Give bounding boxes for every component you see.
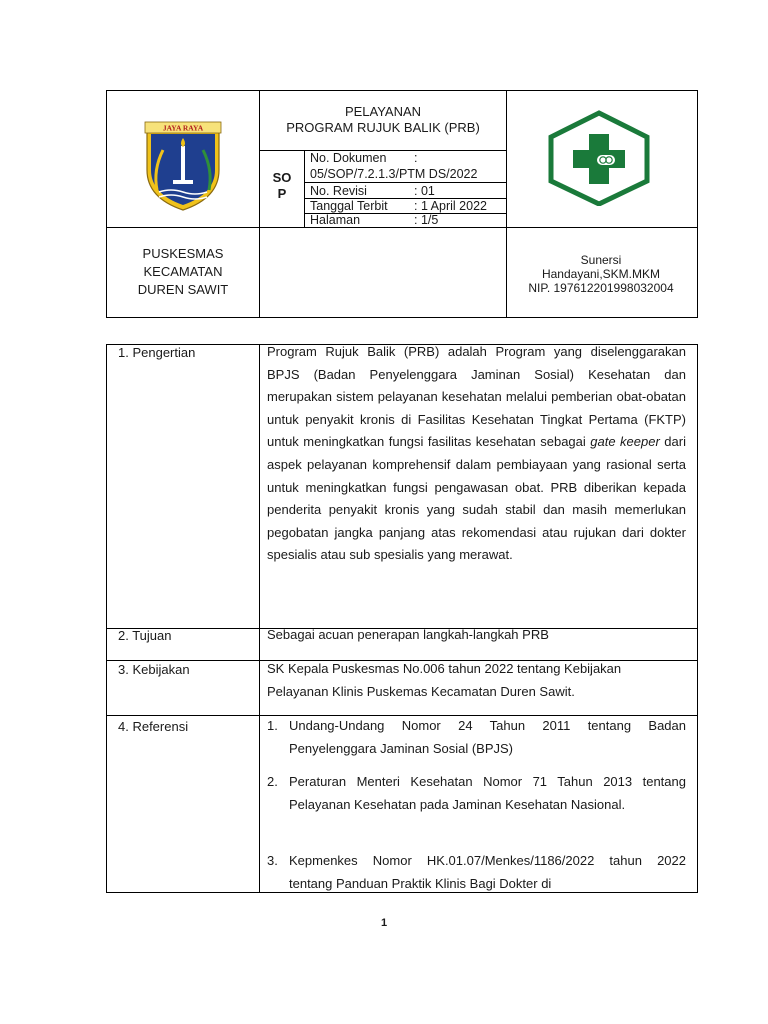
signatory [508, 253, 694, 295]
reference-item [267, 771, 686, 816]
tanggal-value: : 1 April 2022 [414, 199, 487, 213]
reference-text: Peraturan Menteri Kesehatan Nomor 71 Tahun 2013 tentang Pelayanan Kesehatan pada Jaminan Kesehatan Nasional. [289, 774, 686, 812]
title-line-1: PELAYANAN [344, 104, 422, 119]
document-title [260, 104, 506, 136]
org-line-1: PUSKESMAS [142, 246, 224, 261]
section-label-tujuan: 2. Tujuan [118, 628, 172, 643]
svg-text:JAYA RAYA: JAYA RAYA [162, 123, 204, 133]
section-label-pengertian: 1. Pengertian [118, 345, 196, 360]
org-line-3: DUREN SAWIT [137, 282, 229, 297]
section-label-kebijakan: 3. Kebijakan [118, 662, 190, 677]
doc-no-value: 05/SOP/7.2.1.3/PTM DS/2022 [310, 167, 478, 181]
revisi-value: : 01 [414, 184, 435, 198]
jaya-raya-logo [137, 120, 229, 212]
pengertian-text-b: dari aspek pelayanan komprehensif dalam pembiayaan yang rasional serta untuk meningkatkan fungsi pengawasan obat. PRB diberikan kepada penderita penyakit kronis yang sudah stabil dan masih memerlukan pegobatan jangka panjang atas rekomendasi atau rujukan dari dokter spesialis atau sub spesialis yang merawat. [267, 434, 686, 563]
organization-name [108, 245, 258, 299]
reference-text: Undang-Undang Nomor 24 Tahun 2011 tentang Badan Penyelenggara Jaminan Sosial (BPJS) [289, 718, 686, 756]
puskesmas-logo [546, 110, 652, 206]
doc-no-colon: : [414, 151, 418, 165]
reference-number: 2. [267, 774, 278, 789]
org-line-2: KECAMATAN [143, 264, 223, 279]
page-number: 1 [380, 917, 388, 929]
title-line-2: PROGRAM RUJUK BALIK (PRB) [286, 120, 480, 135]
section-label-referensi: 4. Referensi [118, 719, 189, 734]
reference-item [267, 850, 686, 895]
sop-line-2: P [277, 186, 287, 201]
halaman-label: Halaman [310, 213, 361, 227]
section-text-tujuan: Sebagai acuan penerapan langkah-langkah PRB [267, 627, 549, 642]
tanggal-label: Tanggal Terbit [310, 199, 388, 213]
revisi-label: No. Revisi [310, 184, 367, 198]
signatory-nip: NIP. 197612201998032004 [528, 281, 674, 295]
reference-text: Kepmenkes Nomor HK.01.07/Menkes/1186/2022 tahun 2022 tentang Panduan Praktik Klinis Bagi Dokter di [289, 853, 686, 891]
doc-no-label: No. Dokumen [310, 151, 387, 165]
section-text-kebijakan: SK Kepala Puskesmas No.006 tahun 2022 tentang Kebijakan Pelayanan Klinis Puskemas Kecamatan Duren Sawit. [267, 661, 622, 699]
reference-number: 3. [267, 853, 278, 868]
signatory-name-1: Sunersi [580, 253, 622, 267]
signatory-name-2: Handayani,SKM.MKM [541, 267, 661, 281]
reference-number: 1. [267, 718, 278, 733]
sop-label [262, 170, 302, 202]
section-text-pengertian [267, 341, 686, 567]
halaman-value: : 1/5 [414, 213, 439, 227]
sop-line-1: SO [272, 170, 292, 185]
reference-item [267, 715, 686, 760]
pengertian-text-a: Program Rujuk Balik (PRB) adalah Program yang diselenggarakan BPJS (Badan Penyelenggara Jaminan Sosial) Kesehatan dan merupakan sistem pelayanan kesehatan melalui pemberian obat-obatan untuk penyakit kronis di Fasilitas Kesehatan Tingkat Pertama (FKTP) untuk meningkatkan fungsi fasilitas kesehatan sebagai [267, 344, 686, 450]
pengertian-text-italic: gate keeper [590, 434, 660, 450]
